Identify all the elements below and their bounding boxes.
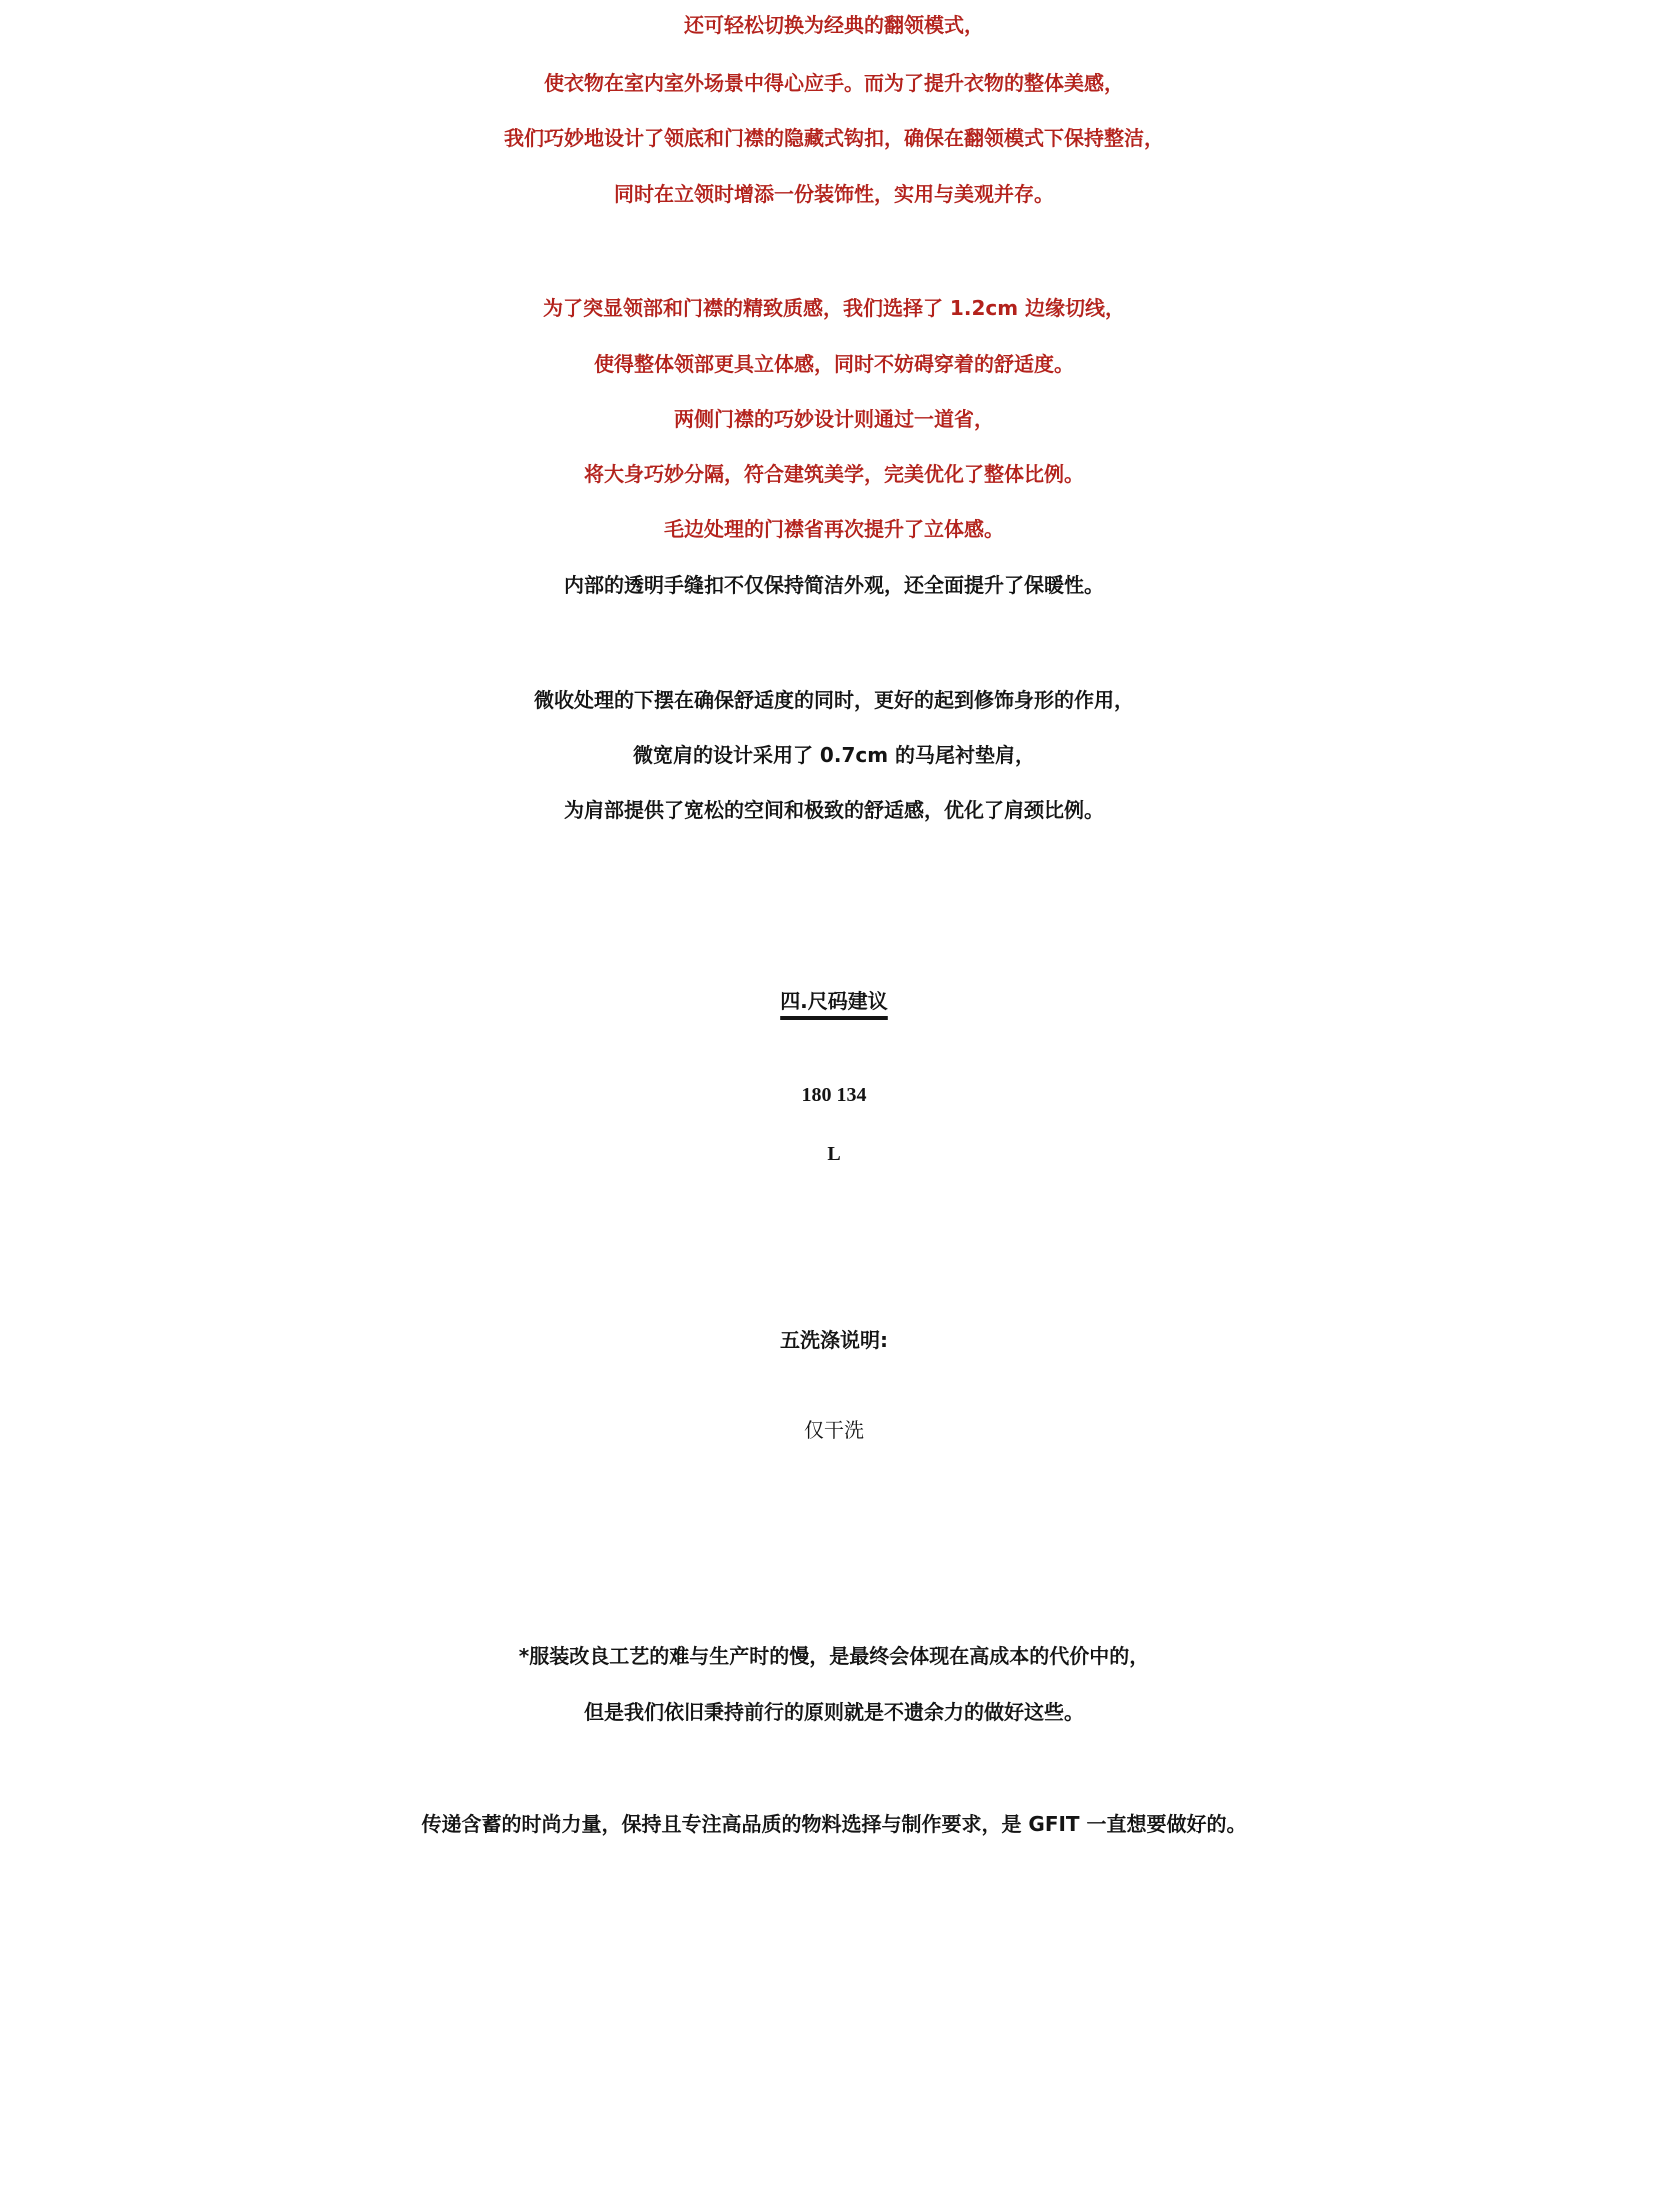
- size-section-heading-text: 四.尺码建议: [780, 989, 888, 1013]
- wash-instruction: 仅干洗: [804, 1418, 864, 1442]
- wash-section-heading: 五洗涤说明:: [780, 1328, 888, 1352]
- feature-text-line: 使衣物在室内室外场景中得心应手。而为了提升衣物的整体美感，: [544, 71, 1124, 95]
- feature-text-line: 毛边处理的门襟省再次提升了立体感。: [664, 517, 1004, 541]
- feature-text-line: 为了突显领部和门襟的精致质感，我们选择了 1.2cm 边缘切线，: [542, 296, 1126, 320]
- feature-text-line: 我们巧妙地设计了领底和门襟的隐藏式钩扣，确保在翻领模式下保持整洁，: [504, 126, 1164, 150]
- feature-text-line: 内部的透明手缝扣不仅保持简洁外观，还全面提升了保暖性。: [564, 573, 1104, 597]
- feature-text-line: 同时在立领时增添一份装饰性，实用与美观并存。: [614, 182, 1054, 206]
- footnote-line: 但是我们依旧秉持前行的原则就是不遗余力的做好这些。: [584, 1700, 1084, 1724]
- size-measurements: 180 134: [801, 1084, 867, 1106]
- feature-text-line: 为肩部提供了宽松的空间和极致的舒适感，优化了肩颈比例。: [564, 798, 1104, 822]
- feature-text-line: 两侧门襟的巧妙设计则通过一道省，: [674, 407, 994, 431]
- feature-text-line: 微收处理的下摆在确保舒适度的同时，更好的起到修饰身形的作用，: [534, 688, 1134, 712]
- recommended-size: L: [827, 1143, 841, 1165]
- feature-text-line: 微宽肩的设计采用了 0.7cm 的马尾衬垫肩，: [632, 743, 1036, 767]
- feature-text-line: 使得整体领部更具立体感，同时不妨碍穿着的舒适度。: [594, 352, 1074, 376]
- feature-text-line: 还可轻松切换为经典的翻领模式，: [684, 13, 984, 37]
- brand-statement: 传递含蓄的时尚力量，保持且专注高品质的物料选择与制作要求，是 GFIT 一直想要做好的。: [421, 1812, 1247, 1836]
- size-section-heading: [0, 991, 1668, 1011]
- footnote-line: *服装改良工艺的难与生产时的慢，是最终会体现在高成本的代价中的，: [518, 1644, 1150, 1668]
- feature-text-line: 将大身巧妙分隔，符合建筑美学，完美优化了整体比例。: [584, 462, 1084, 486]
